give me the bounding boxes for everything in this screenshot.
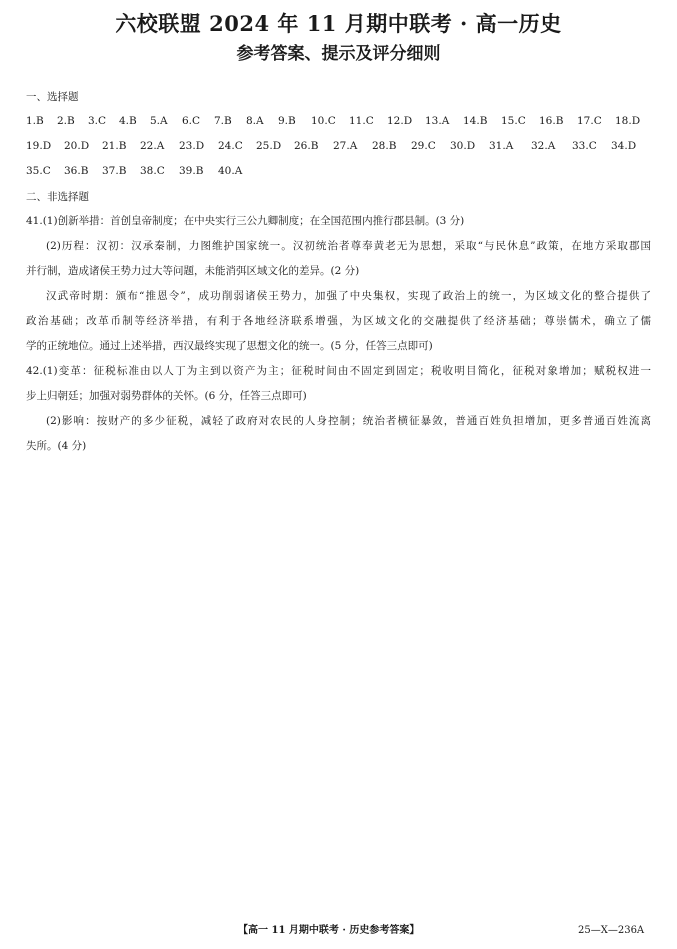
answer-item: 5.A — [150, 115, 168, 127]
answer-item: 8.A — [246, 115, 264, 127]
text-line: 步上归朝廷；加强对弱势群体的关怀。(6 分，任答三点即可) — [26, 390, 307, 402]
answer-item: 7.B — [214, 115, 232, 127]
text-line: 并行制，造成诸侯王势力过大等问题，未能消弭区域文化的差异。(2 分) — [26, 265, 360, 277]
answers-row-1 — [26, 112, 651, 130]
answer-item: 12.D — [387, 115, 413, 127]
answer-item: 19.D — [26, 140, 52, 152]
answer-item: 23.D — [179, 140, 205, 152]
q41-part2-wudi-cont — [26, 309, 651, 359]
answer-item: 39.B — [179, 165, 204, 177]
answer-item: 28.B — [372, 140, 397, 152]
text-line: 41.(1)创新举措：首创皇帝制度；在中央实行三公九卿制度；在全国范围内推行郡县制。(3 分) — [26, 215, 465, 227]
q42-part2 — [46, 409, 651, 434]
text-line: (2)影响：按财产的多少征税，减轻了政府对农民的人身控制；统治者横征暴敛，普通百姓负担增加，更多普通百姓流离 — [46, 415, 651, 427]
answer-item: 35.C — [26, 165, 51, 177]
answer-item: 3.C — [88, 115, 107, 127]
answer-item: 1.B — [26, 115, 44, 127]
answer-item: 24.C — [218, 140, 243, 152]
answers-row-3 — [26, 162, 651, 180]
answer-item: 15.C — [501, 115, 526, 127]
page-subtitle: 参考答案、提示及评分细则 — [236, 44, 441, 64]
answer-item: 30.D — [450, 140, 476, 152]
answer-item: 10.C — [311, 115, 336, 127]
answer-item: 31.A — [489, 140, 514, 152]
q42-part2-cont — [26, 434, 651, 459]
answer-item: 18.D — [615, 115, 641, 127]
answer-item: 2.B — [57, 115, 75, 127]
answer-item: 17.C — [577, 115, 602, 127]
answer-item: 38.C — [140, 165, 165, 177]
answer-item: 37.B — [102, 165, 127, 177]
answer-item: 27.A — [333, 140, 358, 152]
section-non-choice-heading: 二、非选择题 — [26, 191, 89, 203]
text-line: 汉武帝时期：颁布“推恩令”，成功削弱诸侯王势力，加强了中央集权，实现了政治上的统一，为区域文化的整合提供了 — [46, 290, 651, 302]
answer-item: 11.C — [349, 115, 374, 127]
answer-item: 9.B — [278, 115, 296, 127]
text-line: 42.(1)变革：征税标准由以人丁为主到以资产为主；征税时间由不固定到固定；税收明目简化，征税对象增加；赋税权进一 — [26, 365, 651, 377]
q41-part2-cont — [26, 259, 651, 284]
q41-part1 — [26, 209, 651, 234]
footer-label: 【高一 11 月期中联考 · 历史参考答案】 — [238, 925, 420, 936]
answer-item: 6.C — [182, 115, 201, 127]
answer-item: 4.B — [119, 115, 137, 127]
answer-item: 20.D — [64, 140, 90, 152]
q41-part2 — [46, 234, 651, 259]
answer-item: 36.B — [64, 165, 89, 177]
text-line: 失所。(4 分) — [26, 440, 87, 452]
page-title: 六校联盟 2024 年 11 月期中联考 · 高一历史 — [115, 11, 562, 36]
answer-item: 14.B — [463, 115, 488, 127]
section-multiple-choice-heading: 一、选择题 — [26, 91, 79, 103]
q41-part2-wudi — [46, 284, 651, 309]
answer-item: 13.A — [425, 115, 450, 127]
answer-item: 21.B — [102, 140, 127, 152]
text-line: (2)历程：汉初：汉承秦制，力图维护国家统一。汉初统治者尊奉黄老无为思想，采取“与民休息”政策，在地方采取郡国 — [46, 240, 651, 252]
answer-item: 26.B — [294, 140, 319, 152]
footer-code: 25—X—236A — [578, 925, 645, 936]
answers-row-2 — [26, 137, 651, 155]
answer-item: 16.B — [539, 115, 564, 127]
answer-item: 22.A — [140, 140, 165, 152]
answer-item: 34.D — [611, 140, 637, 152]
q42-part1 — [26, 359, 651, 409]
text-line: 政治基础；改革币制等经济举措，有利于各地经济联系增强，为区域文化的交融提供了经济基础；尊崇儒术，确立了儒 — [26, 315, 651, 327]
text-line: 学的正统地位。通过上述举措，西汉最终实现了思想文化的统一。(5 分，任答三点即可) — [26, 340, 433, 352]
answer-item: 32.A — [531, 140, 556, 152]
answer-item: 40.A — [218, 165, 243, 177]
answer-item: 25.D — [256, 140, 282, 152]
answer-item: 33.C — [572, 140, 597, 152]
answer-item: 29.C — [411, 140, 436, 152]
